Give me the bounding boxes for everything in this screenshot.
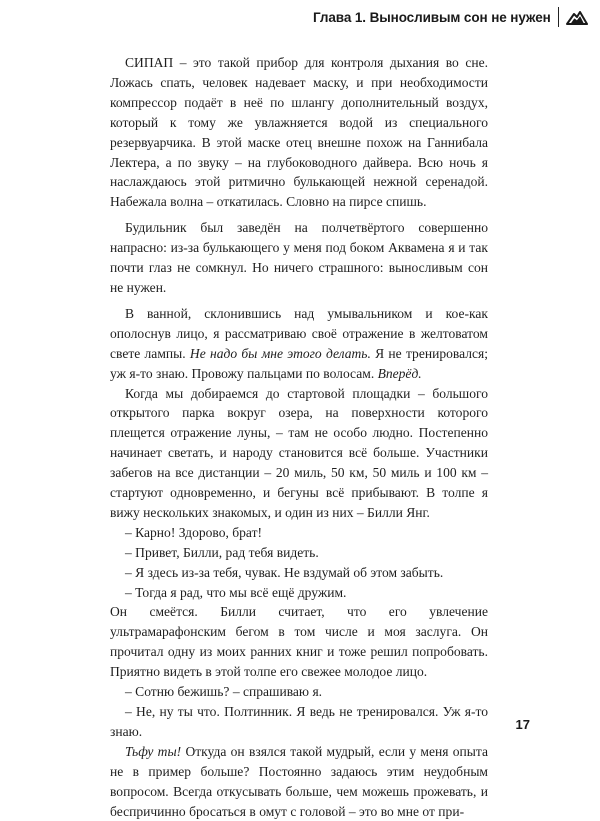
dialogue-line-1: – Карно! Здорово, брат! [125, 524, 262, 540]
paragraph-5: Он смеётся. Билли считает, что его увлечение ультрамарафонским бегом в том числе и моя заслуга. Он прочитал одну из моих ранних книг и тоже решил попробовать. Приятно видеть в этой толпе его свежее молодое лицо. [110, 604, 488, 680]
paragraph-3-text-b: Я не тренировался; уж я-то знаю. Провожу пальцами по волосам. [110, 345, 488, 381]
dialogue-line-2: – Привет, Билли, рад тебя видеть. [125, 544, 319, 560]
paragraph-3-text-a: В ванной, склонившись над умывальником и кое-как ополоснув лицо, я рассматриваю своё отражение в желтоватом свете лампы. [110, 305, 488, 361]
page-number: 17 [515, 717, 530, 732]
paragraph-1: СИПАП – это такой прибор для контроля дыхания во сне. Ложась спать, человек надевает маску, и при необходимости компрессор подаёт в неё по шлангу дополнительный воздух, который к тому же увлажняется водой из специального резервуарчика. В этой маске отец внешне похож на Ганнибала Лектера, а по звуку – на глубоководного дайвера. Всю ночь я наслаждаюсь этой ритмично булькающей нежной серенадой. Набежала волна – откатилась. Словно на пирсе спишь. [110, 55, 488, 210]
paragraph-4: Когда мы добираемся до стартовой площадки – большого открытого парка вокруг озера, на поверхности которого плещется отражение луны, – там не особо людно. Постепенно начинает светать, и народу становится всё больше. Участники забегов на все дистанции – 20 миль, 50 км, 50 миль и 100 км – стартуют одновременно, и бегуны всё прибывают. В толпе я вижу нескольких знакомых, и один из них – Билли Янг. [110, 385, 488, 520]
body-text [110, 53, 488, 821]
dialogue-line-6: – Не, ну ты что. Полтинник. Я ведь не тренировался. Уж я-то знаю. [110, 704, 488, 739]
chapter-title: Глава 1. Выносливым сон не нужен [313, 9, 551, 25]
paragraph-3-italic-a: Не надо бы мне этого делать. [189, 345, 371, 361]
dialogue-line-5: – Сотню бежишь? – спрашиваю я. [125, 684, 323, 700]
paragraph-6-italic: Тьфу ты! [125, 743, 182, 759]
dialogue-line-4: – Тогда я рад, что мы всё ещё дружим. [125, 584, 347, 600]
paragraph-6 [110, 742, 488, 821]
paragraph-6-text: Откуда он взялся такой мудрый, если у меня опыта не в пример больше? Постоянно задаюсь этим неудобным вопросом. Всегда откусывать больше, чем можешь прожевать, и беспричинно бросаться в омут с головой – это во мне от при- [110, 743, 488, 819]
dialogue-line-3: – Я здесь из-за тебя, чувак. Не вздумай об этом забыть. [125, 564, 444, 580]
paragraph-3-italic-b: Вперёд. [377, 365, 422, 381]
header-divider [558, 7, 559, 27]
paragraph-2: Будильник был заведён на полчетвёртого совершенно напрасно: из-за булькающего у меня под боком Аквамена я и так почти глаз не сомкнул. Но ничего страшного: выносливым сон не нужен. [110, 220, 488, 295]
mountain-logo-icon [566, 8, 588, 26]
paragraph-3 [110, 304, 488, 384]
running-header [313, 7, 588, 27]
